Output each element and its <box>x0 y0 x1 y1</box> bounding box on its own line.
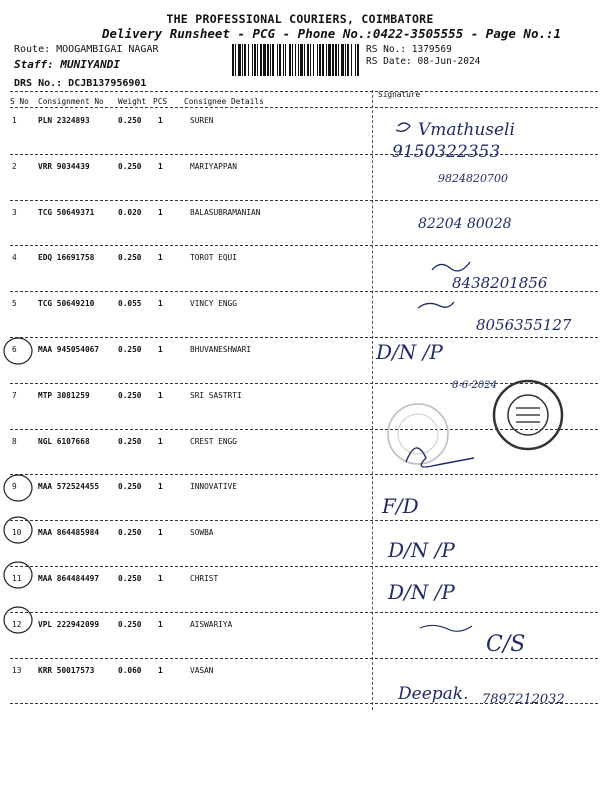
signature-column-divider <box>372 90 373 710</box>
cell-consignee: AISWARIYA <box>190 619 233 629</box>
barcode-bar <box>242 44 243 76</box>
col-signature: Signature <box>378 90 421 99</box>
cell-weight: 0.250 <box>118 253 142 263</box>
header-rule <box>10 107 598 108</box>
cell-weight: 0.250 <box>118 482 142 492</box>
barcode-bar <box>263 44 266 76</box>
signature-scribble-4 <box>432 262 470 271</box>
cell-sno: 10 <box>12 528 22 538</box>
cell-consignment: EDQ 16691758 <box>38 253 95 263</box>
row-separator <box>10 245 598 246</box>
cell-sno: 1 <box>12 116 17 125</box>
barcode-bar <box>292 44 293 76</box>
row-separator <box>10 200 598 201</box>
barcode-bar <box>347 44 349 76</box>
barcode-bar <box>345 44 346 76</box>
row-separator <box>10 429 598 430</box>
cell-consignee: SOWBA <box>190 528 214 538</box>
barcode-bar <box>235 44 236 76</box>
barcode-bar <box>319 44 321 76</box>
barcode-bar <box>285 44 286 76</box>
signature-scribble-8 <box>406 448 474 467</box>
cell-consignment: VRR 9034439 <box>38 161 90 171</box>
cell-pcs: 1 <box>158 390 163 400</box>
row-separator <box>10 383 598 384</box>
cell-sno: 5 <box>12 299 17 309</box>
barcode-bar <box>317 44 318 76</box>
barcode-bar <box>254 44 256 76</box>
cell-consignee: MARIYAPPAN <box>190 161 237 171</box>
cell-weight: 0.250 <box>118 436 142 446</box>
rs-number: RS No.: 1379569 <box>366 44 452 55</box>
handwriting-sig3-phone: 82204 80028 <box>418 216 512 232</box>
circle-mark-9 <box>4 475 32 501</box>
cell-consignee: VINCY ENGG <box>190 299 237 309</box>
barcode-bar <box>351 44 352 76</box>
cell-pcs: 1 <box>158 482 163 492</box>
cell-weight: 0.020 <box>118 207 142 217</box>
cell-sno: 7 <box>12 390 17 400</box>
barcode-bar <box>300 44 303 76</box>
cell-sno: 11 <box>12 574 22 583</box>
table-top-rule <box>10 91 598 92</box>
handwriting-sig6-note: D/N /P <box>376 340 443 364</box>
row-separator <box>10 520 598 521</box>
barcode-bar <box>328 44 331 76</box>
barcode-bar <box>332 44 334 76</box>
barcode-bar <box>355 44 356 76</box>
faint-stamp <box>388 404 448 464</box>
row-separator <box>10 154 598 155</box>
barcode-bar <box>307 44 309 76</box>
cell-consignee: SRI SASTRTI <box>190 390 242 400</box>
cell-sno: 2 <box>12 161 17 171</box>
cell-sno: 3 <box>12 207 17 217</box>
cell-consignee: CREST ENGG <box>190 436 237 446</box>
signature-scribble-5 <box>418 302 454 308</box>
cell-consignment: MTP 3081259 <box>38 390 90 400</box>
cell-consignment: MAA 864485984 <box>38 528 100 538</box>
handwriting-sig7-date: 8-6-2024 <box>452 380 497 391</box>
cell-consignment: MAA 572524455 <box>38 482 100 492</box>
cell-sno: 13 <box>12 665 22 675</box>
barcode-bar <box>248 44 249 76</box>
barcode-bar <box>270 44 271 76</box>
cell-weight: 0.250 <box>118 528 142 538</box>
row-separator <box>10 566 598 567</box>
handwriting-sig13-phone: 7897212032 <box>482 692 565 707</box>
barcode-bar <box>322 44 324 76</box>
cell-pcs: 1 <box>158 253 163 263</box>
cell-consignment: KRR 50017573 <box>38 665 95 675</box>
agency-stamp <box>494 381 562 449</box>
cell-consignee: BALASUBRAMANIAN <box>190 207 261 217</box>
cell-pcs: 1 <box>158 574 163 583</box>
cell-weight: 0.250 <box>118 574 142 583</box>
cell-consignment: MAA 864484497 <box>38 574 100 583</box>
cell-weight: 0.250 <box>118 161 142 171</box>
handwriting-sig13-name: Deepak. <box>398 684 469 704</box>
cell-pcs: 1 <box>158 161 163 171</box>
barcode-bar <box>338 44 339 76</box>
col-weight: Weight <box>118 97 147 106</box>
handwriting-sig11-note: D/N /P <box>388 580 455 604</box>
cell-pcs: 1 <box>158 299 163 309</box>
cell-consignee: TOROT EQUI <box>190 253 237 263</box>
row-separator <box>10 337 598 338</box>
cell-weight: 0.055 <box>118 299 142 309</box>
cell-consignee: CHRIST <box>190 574 219 583</box>
cell-pcs: 1 <box>158 665 163 675</box>
barcode-bar <box>238 44 241 76</box>
handwriting-sig1-phone: 9150322353 <box>392 142 501 162</box>
handwriting-sig2-phone: 9824820700 <box>438 172 508 185</box>
row-separator <box>10 612 598 613</box>
handwriting-sig10-note: D/N /P <box>388 538 455 562</box>
company-title: THE PROFESSIONAL COURIERS, COIMBATORE <box>166 12 434 26</box>
barcode-bar <box>232 44 234 76</box>
cell-weight: 0.250 <box>118 116 142 125</box>
col-sno: S No <box>10 97 29 106</box>
handwriting-sig5-phone: 8056355127 <box>476 316 572 334</box>
cell-consignee: BHUVANESHWARI <box>190 345 252 354</box>
cell-pcs: 1 <box>158 116 163 125</box>
barcode-bar <box>304 44 305 76</box>
barcode-bar <box>310 44 311 76</box>
barcode-bar <box>295 44 296 76</box>
cell-consignment: NGL 6107668 <box>38 436 90 446</box>
barcode-bar <box>272 44 274 76</box>
cell-consignment: MAA 945054067 <box>38 345 100 354</box>
staff-label: Staff: MUNIYANDI <box>14 58 120 71</box>
cell-consignment: VPL 222942099 <box>38 619 100 629</box>
drs-number: DRS No.: DCJB137956901 <box>14 78 147 89</box>
cell-pcs: 1 <box>158 345 163 354</box>
handwriting-sig12-note: C/S <box>486 632 526 657</box>
barcode-bar <box>335 44 337 76</box>
cell-consignment: PLN 2324893 <box>38 116 90 125</box>
cell-consignee: VASAN <box>190 665 214 675</box>
barcode <box>232 44 360 76</box>
col-consignee: Consignee Details <box>184 97 264 106</box>
cell-consignment: TCG 50649371 <box>38 207 95 217</box>
cell-sno: 9 <box>12 482 17 492</box>
barcode-bar <box>260 44 262 76</box>
handwriting-sig9-note: F/D <box>382 494 419 518</box>
barcode-bar <box>313 44 314 76</box>
barcode-bar <box>289 44 291 76</box>
handwriting-sig4-phone: 8438201856 <box>452 274 548 292</box>
cell-weight: 0.250 <box>118 345 142 354</box>
barcode-bar <box>283 44 284 76</box>
barcode-bar <box>267 44 269 76</box>
row-separator <box>10 474 598 475</box>
rs-date: RS Date: 08-Jun-2024 <box>366 56 481 67</box>
row-separator <box>10 658 598 659</box>
col-consignment: Consignment No <box>38 97 104 106</box>
cell-pcs: 1 <box>158 619 163 629</box>
cell-sno: 8 <box>12 436 17 446</box>
cell-sno: 12 <box>12 619 22 629</box>
cell-consignee: SUREN <box>190 116 214 125</box>
barcode-bar <box>341 44 344 76</box>
barcode-bar <box>244 44 246 76</box>
handwriting-sig1-name: Vmathuseli <box>418 120 515 140</box>
barcode-bar <box>357 44 359 76</box>
cell-weight: 0.250 <box>118 390 142 400</box>
circle-mark-6 <box>4 338 32 364</box>
barcode-bar <box>298 44 299 76</box>
cell-consignee: INNOVATIVE <box>190 482 237 492</box>
barcode-bar <box>257 44 258 76</box>
cell-pcs: 1 <box>158 436 163 446</box>
cell-sno: 4 <box>12 253 17 263</box>
signature-scribble-1 <box>396 123 410 131</box>
cell-weight: 0.250 <box>118 619 142 629</box>
route-label: Route: MOOGAMBIGAI NAGAR <box>14 44 159 55</box>
col-pcs: PCS <box>153 97 168 106</box>
cell-weight: 0.060 <box>118 665 142 675</box>
barcode-bar <box>279 44 281 76</box>
cell-pcs: 1 <box>158 207 163 217</box>
barcode-bar <box>277 44 278 76</box>
barcode-bar <box>252 44 253 76</box>
cell-pcs: 1 <box>158 528 163 538</box>
barcode-bar <box>326 44 327 76</box>
cell-consignment: TCG 50649210 <box>38 299 95 309</box>
cell-sno: 6 <box>12 345 17 354</box>
runsheet-subtitle: Delivery Runsheet - PCG - Phone No.:0422-3505555 - Page No.:1 <box>102 26 562 41</box>
signature-scribble-12 <box>420 625 472 631</box>
